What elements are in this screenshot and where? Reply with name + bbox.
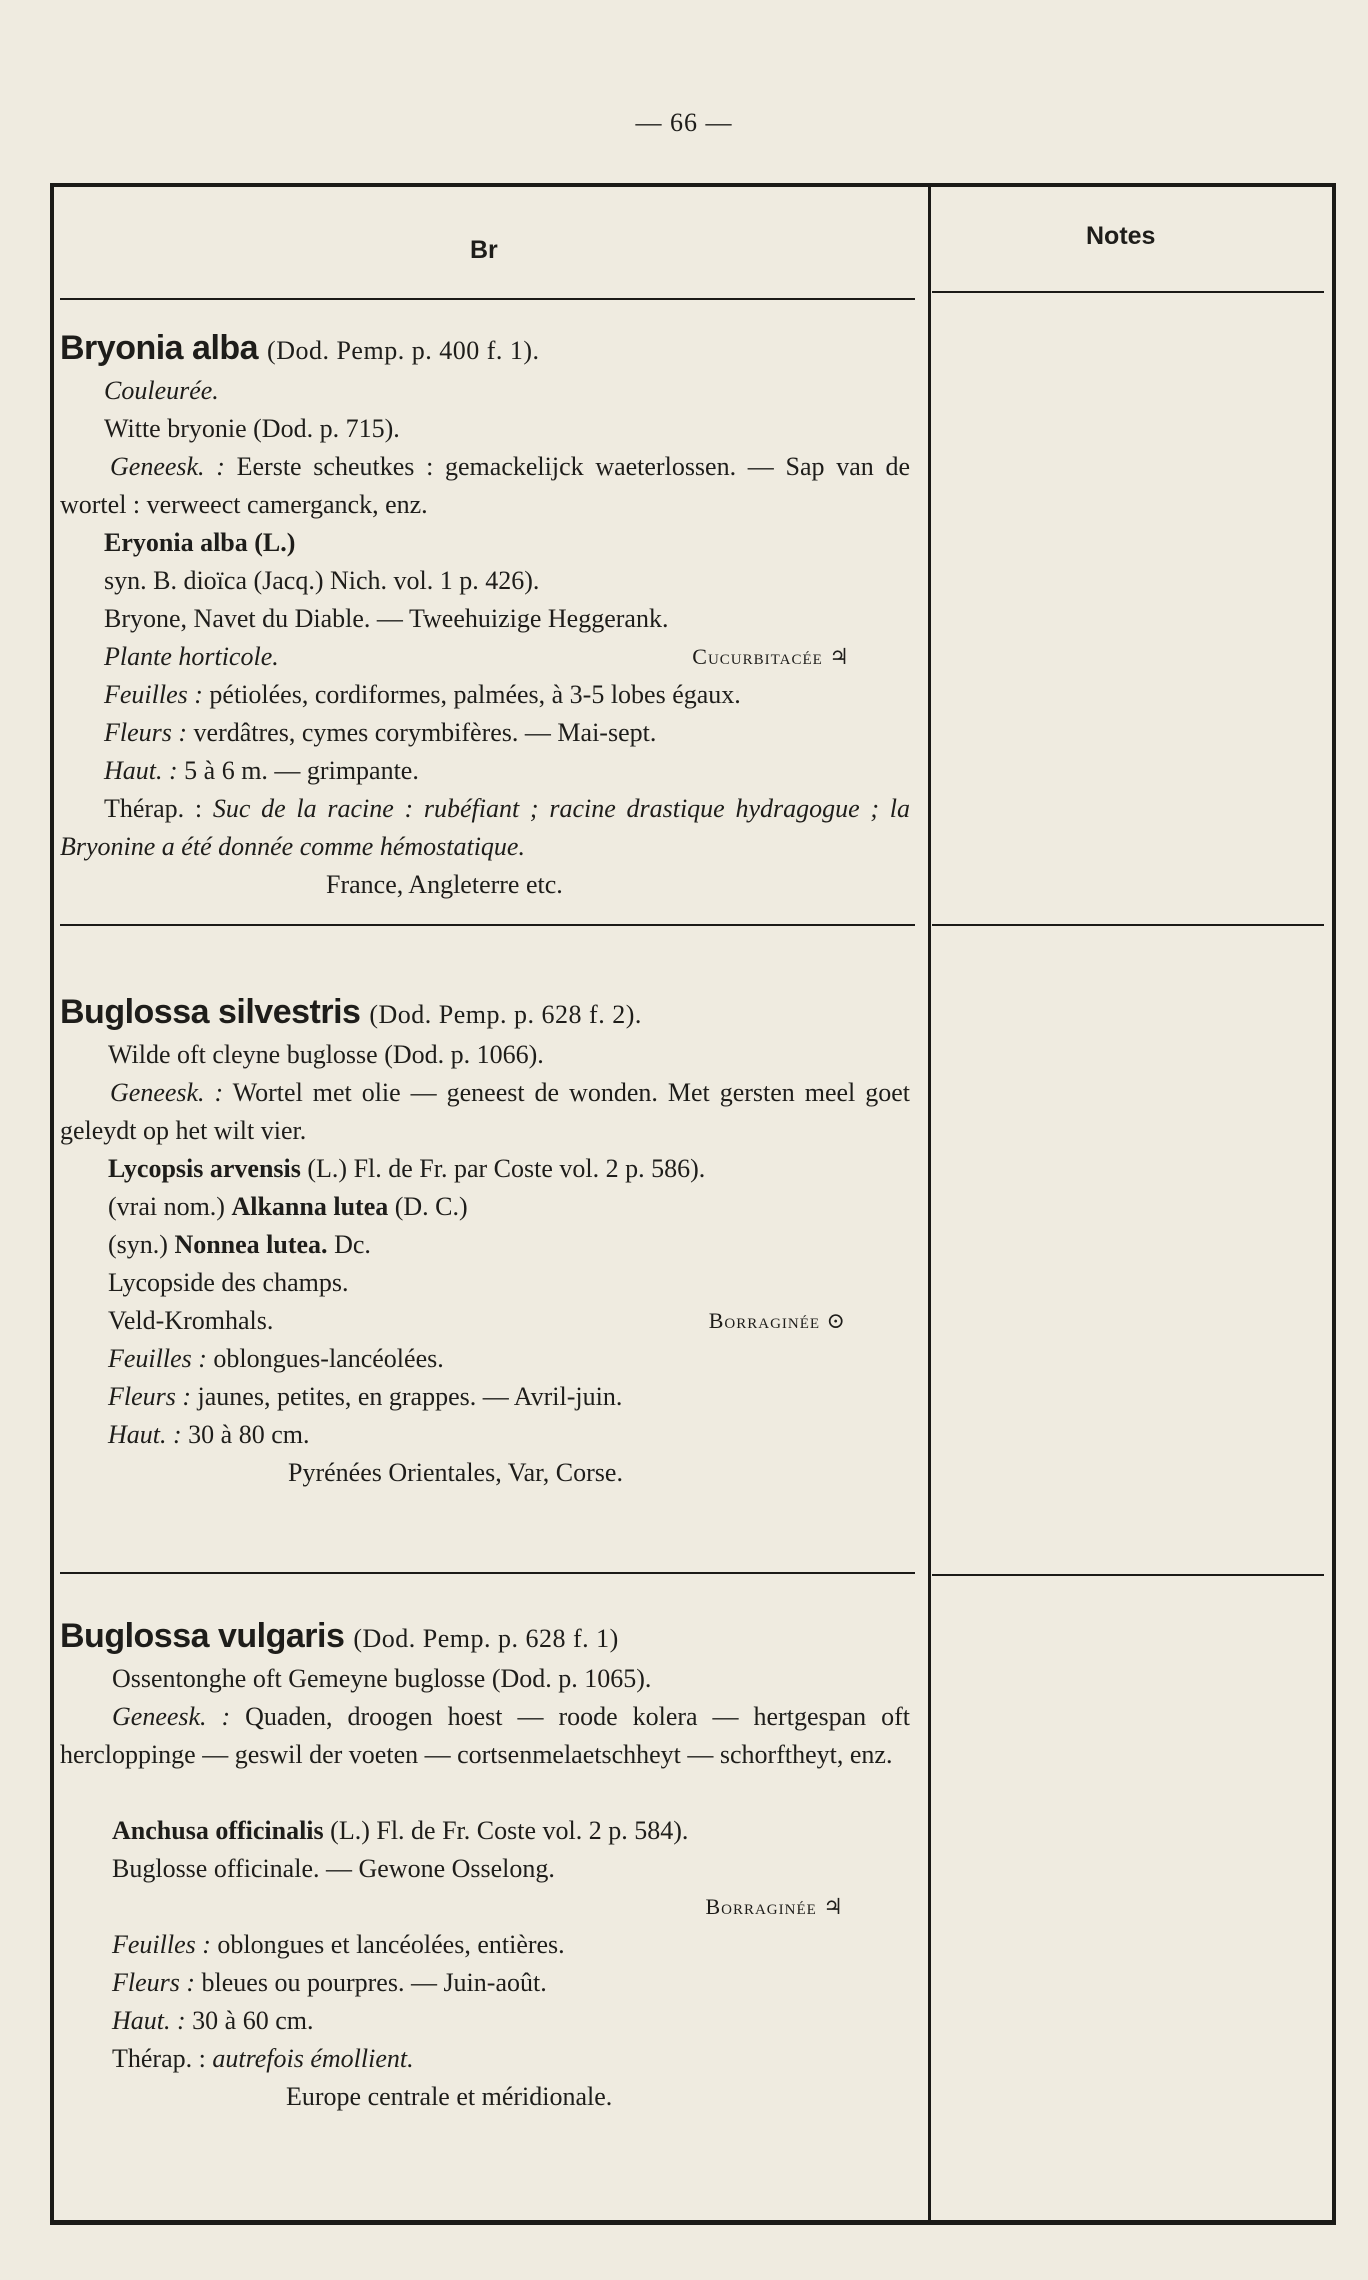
common-name-fr: Couleurée. <box>104 376 219 405</box>
row-rule-1-left <box>60 924 915 926</box>
row-rule-1-right <box>932 924 1324 926</box>
synonym-line: (syn.) Nonnea lutea. Dc. <box>108 1230 371 1259</box>
column-divider-rule <box>928 183 931 2225</box>
entry-title <box>60 988 910 1036</box>
vernacular-names: Bryone, Navet du Diable. — Tweehuizige Heggerank. <box>104 604 669 633</box>
table-right-rule <box>1332 183 1336 2225</box>
species-name: Bryonia alba <box>60 329 259 367</box>
column-header-left: Br <box>470 236 498 264</box>
flowers-line: Fleurs : jaunes, petites, en grappes. — Avril-juin. <box>108 1382 623 1411</box>
height-line: Haut. : 30 à 80 cm. <box>108 1420 310 1449</box>
leaves-line: Feuilles : oblongues et lancéolées, entières. <box>112 1930 565 1959</box>
page-number: — 66 — <box>635 108 733 137</box>
geneesk-paragraph: Geneesk. : Eerste scheutkes : gemackelijck waeterlossen. — Sap van de wortel : verweect camerganck, enz. <box>60 452 910 519</box>
common-name-nl: Ossentonghe oft Gemeyne buglosse (Dod. p. 1065). <box>112 1664 652 1693</box>
family-label: Borraginée ♃ <box>705 1894 844 1919</box>
header-rule-left <box>60 298 915 300</box>
distribution-line: France, Angleterre etc. <box>326 870 563 899</box>
entry-title <box>60 324 910 372</box>
synonym-line: syn. B. dioïca (Jacq.) Nich. vol. 1 p. 426). <box>104 566 540 595</box>
family-line: Plante horticole. Cucurbitacée ♃ <box>60 638 910 676</box>
family-label: Borraginée ⊙ <box>708 1308 846 1333</box>
row-rule-2-right <box>932 1574 1324 1576</box>
table-bottom-rule <box>50 2220 1336 2225</box>
synonym-line: Anchusa officinalis (L.) Fl. de Fr. Coste vol. 2 p. 584). <box>112 1816 689 1845</box>
geneesk-paragraph: Geneesk. : Wortel met olie — geneest de wonden. Met gersten meel goet geleydt op het wilt vier. <box>60 1078 910 1145</box>
column-header-notes: Notes <box>1086 222 1156 250</box>
flowers-line: Fleurs : bleues ou pourpres. — Juin-août. <box>112 1968 547 1997</box>
therapy-line: Thérap. : autrefois émollient. <box>112 2044 414 2073</box>
therapy-paragraph: Thérap. : Suc de la racine : rubéfiant ; racine drastique hydragogue ; la Bryonine a été donnée comme hémostatique. <box>60 794 910 861</box>
synonym-line: Eryonia alba (L.) <box>104 528 296 557</box>
entry-buglossa-vulgaris <box>60 1612 910 2116</box>
row-rule-2-left <box>60 1572 915 1574</box>
family-label: Cucurbitacée ♃ <box>692 644 850 669</box>
entry-bryonia-alba <box>60 324 910 904</box>
common-name-nl: Witte bryonie (Dod. p. 715). <box>104 414 400 443</box>
species-name: Buglossa silvestris <box>60 993 361 1031</box>
geneesk-paragraph: Geneesk. : Quaden, droogen hoest — roode kolera — hertgespan oft hercloppinge — geswil der voeten — cortsenmelaetschheyt — schorftheyt, enz. <box>60 1702 910 1769</box>
height-line: Haut. : 30 à 60 cm. <box>112 2006 314 2035</box>
distribution-line: Pyrénées Orientales, Var, Corse. <box>288 1458 623 1487</box>
flowers-line: Fleurs : verdâtres, cymes corymbifères. — Mai-sept. <box>104 718 657 747</box>
species-name: Buglossa vulgaris <box>60 1617 345 1655</box>
synonym-line: Lycopsis arvensis (L.) Fl. de Fr. par Coste vol. 2 p. 586). <box>108 1154 706 1183</box>
common-name-nl: Wilde oft cleyne buglosse (Dod. p. 1066). <box>108 1040 544 1069</box>
species-reference: (Dod. Pemp. p. 628 f. 2). <box>369 1000 642 1029</box>
species-reference: (Dod. Pemp. p. 400 f. 1). <box>267 336 540 365</box>
distribution-line: Europe centrale et méridionale. <box>286 2082 613 2111</box>
species-reference: (Dod. Pemp. p. 628 f. 1) <box>353 1624 619 1653</box>
table-left-rule <box>50 183 54 2225</box>
entry-buglossa-silvestris <box>60 988 910 1492</box>
entry-title <box>60 1612 910 1660</box>
synonym-line: (vrai nom.) Alkanna lutea (D. C.) <box>108 1192 468 1221</box>
leaves-line: Feuilles : oblongues-lancéolées. <box>108 1344 444 1373</box>
height-line: Haut. : 5 à 6 m. — grimpante. <box>104 756 419 785</box>
table-top-rule <box>50 183 1336 187</box>
family-line: Veld-Kromhals. Borraginée ⊙ <box>60 1302 910 1340</box>
header-rule-right <box>932 291 1324 293</box>
leaves-line: Feuilles : pétiolées, cordiformes, palmées, à 3-5 lobes égaux. <box>104 680 741 709</box>
vernacular-names: Lycopside des champs. <box>108 1268 349 1297</box>
vernacular-names: Buglosse officinale. — Gewone Osselong. <box>112 1854 555 1883</box>
